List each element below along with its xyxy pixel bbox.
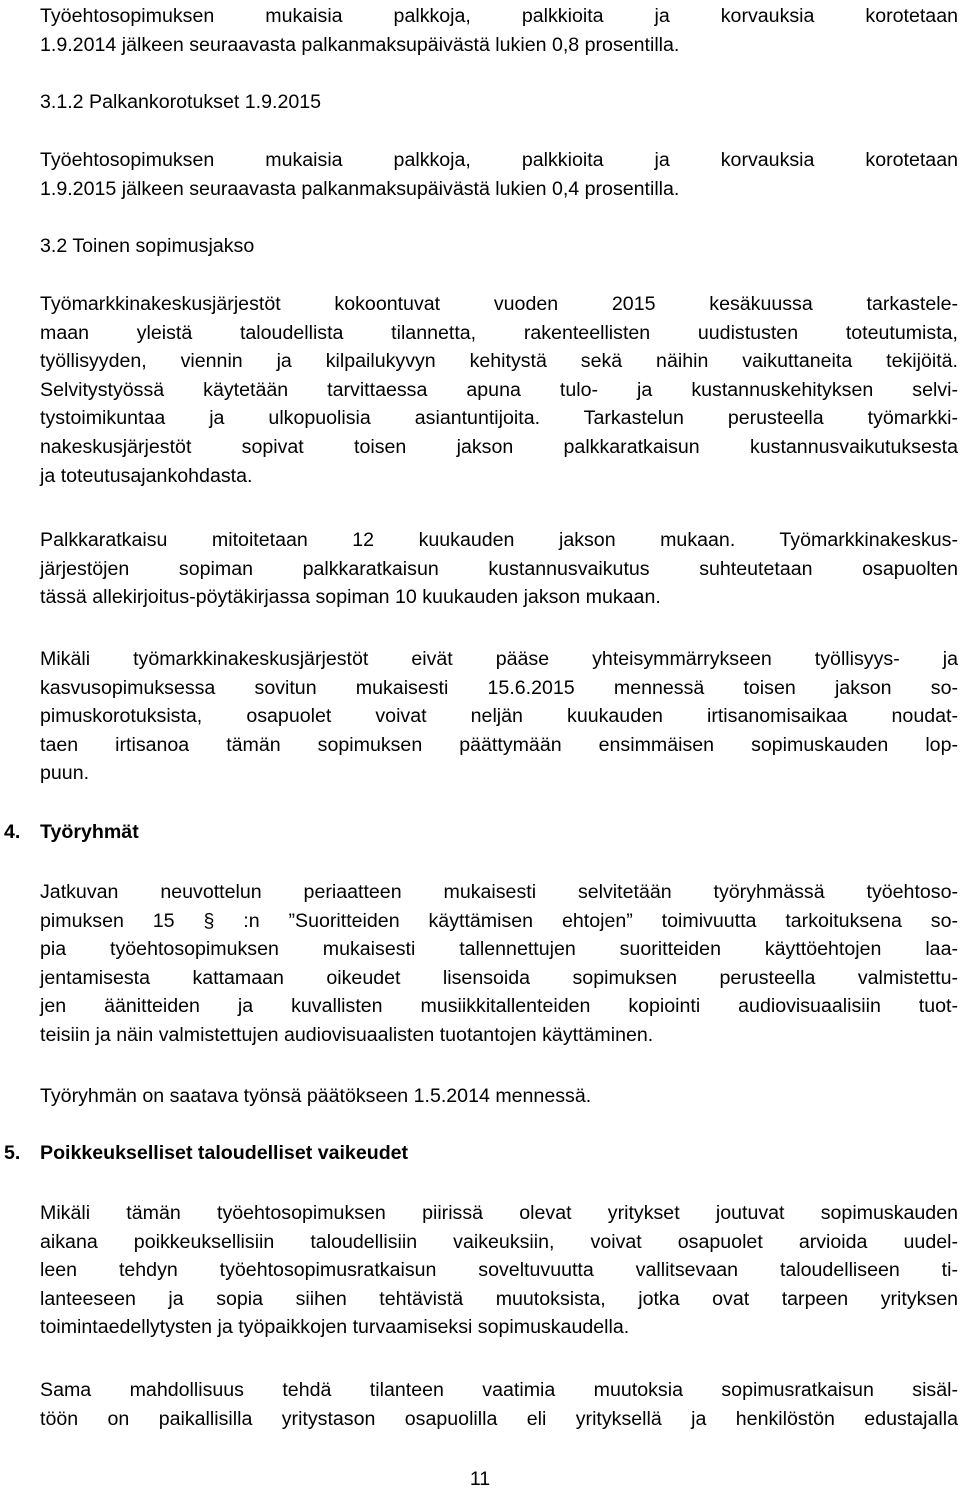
paragraph-local-parties xyxy=(40,1376,958,1433)
text-line: pia työehtosopimuksen mukaisesti tallennettujen suoritteiden käyttöehtojen laa- xyxy=(40,938,958,961)
text-line: pimuskorotuksista, osapuolet voivat neljän kuukauden irtisanomisaikaa noudat- xyxy=(40,705,958,728)
text-line: järjestöjen sopiman palkkaratkaisun kustannusvaikutus suhteutetaan osapuolten xyxy=(40,557,958,580)
text-line: jentamisesta kattamaan oikeudet lisensoida sopimuksen perusteella valmistettu- xyxy=(40,966,958,989)
section-title-5: Poikkeukselliset taloudelliset vaikeudet xyxy=(40,1142,409,1164)
paragraph-working-group xyxy=(40,878,958,1050)
page-number: 11 xyxy=(469,1468,491,1490)
paragraph-review-2015 xyxy=(40,290,958,490)
text-line: Sama mahdollisuus tehdä tilanteen vaatimia muutoksia sopimusratkaisun sisäl- xyxy=(40,1379,958,1401)
text-line: Jatkuvan neuvottelun periaatteen mukaisesti selvitetään työryhmässä työehtoso- xyxy=(40,881,958,903)
text-line: Työehtosopimuksen mukaisia palkkoja, palkkioita ja korvauksia korotetaan xyxy=(40,149,958,171)
text-line: toimintaedellytysten ja työpaikkojen turvaamiseksi sopimuskaudella. xyxy=(40,1316,630,1339)
paragraph-deadline: Työryhmän on saatava työnsä päätökseen 1.5.2014 mennessä. xyxy=(40,1085,592,1107)
text-line: 1.9.2015 jälkeen seuraavasta palkanmaksupäivästä lukien 0,4 prosentilla. xyxy=(40,177,680,200)
text-line: työllisyyden, viennin ja kilpailukyvyn kehitystä sekä näihin vaikuttaneita tekijöitä. xyxy=(40,350,958,373)
text-line: taen irtisanoa tämän sopimuksen päättymään ensimmäisen sopimuskauden lop- xyxy=(40,733,958,756)
text-line: Selvitystyössä käytetään tarvittaessa apuna tulo- ja kustannuskehityksen selvi- xyxy=(40,378,958,401)
text-line: nakeskusjärjestöt sopivat toisen jakson palkkaratkaisun kustannusvaikutuksesta xyxy=(40,435,958,458)
text-line: aikana poikkeuksellisiin taloudellisiin vaikeuksiin, voivat osapuolet arvioida uudel- xyxy=(40,1230,958,1253)
text-line: Mikäli työmarkkinakeskusjärjestöt eivät pääse yhteisymmärrykseen työllisyys- ja xyxy=(40,648,958,670)
text-line: pimuksen 15 § :n ”Suoritteiden käyttämisen ehtojen” toimivuutta tarkoituksena so- xyxy=(40,909,958,932)
text-line: töön on paikallisilla yritystason osapuolilla eli yrityksellä ja henkilöstön edustajalla xyxy=(40,1407,958,1430)
text-line: kasvusopimuksessa sovitun mukaisesti 15.6.2015 mennessä toisen jakson so- xyxy=(40,676,958,699)
text-line: leen tehdyn työehtosopimusratkaisun soveltuvuutta vallitsevaan taloudelliseen ti- xyxy=(40,1259,958,1282)
section-heading-3-2: 3.2 Toinen sopimusjakso xyxy=(40,235,255,257)
section-number-4: 4. xyxy=(4,821,21,843)
paragraph-raise-2015 xyxy=(40,146,958,203)
paragraph-economic-difficulties xyxy=(40,1199,958,1342)
section-number-5: 5. xyxy=(4,1142,21,1164)
text-line: Työehtosopimuksen mukaisia palkkoja, palkkioita ja korvauksia korotetaan xyxy=(40,5,958,27)
text-line: maan yleistä taloudellista tilannetta, rakenteellisten uudistusten toteutumista, xyxy=(40,321,958,344)
paragraph-raise-2014 xyxy=(40,2,958,59)
text-line: tystoimikuntaa ja ulkopuolisia asiantuntijoita. Tarkastelun perusteella työmarkki- xyxy=(40,407,958,430)
text-line: teisiin ja näin valmistettujen audiovisuaalisten tuotantojen käyttäminen. xyxy=(40,1023,654,1046)
text-line: lanteeseen ja sopia siihen tehtävistä muutoksista, jotka ovat tarpeen yrityksen xyxy=(40,1287,958,1310)
section-heading-3-1-2: 3.1.2 Palkankorotukset 1.9.2015 xyxy=(40,91,322,113)
text-line: puun. xyxy=(40,762,90,785)
text-line: tässä allekirjoitus-pöytäkirjassa sopiman 10 kuukauden jakson mukaan. xyxy=(40,586,661,609)
text-line: Palkkaratkaisu mitoitetaan 12 kuukauden jakson mukaan. Työmarkkinakeskus- xyxy=(40,529,958,551)
text-line: jen äänitteiden ja kuvallisten musiikkitallenteiden kopiointi audiovisuaalisiin tuot- xyxy=(40,995,958,1018)
paragraph-termination xyxy=(40,645,958,788)
paragraph-wage-period xyxy=(40,526,958,612)
text-line: ja toteutusajankohdasta. xyxy=(40,464,253,487)
text-line: Mikäli tämän työehtosopimuksen piirissä olevat yritykset joutuvat sopimuskauden xyxy=(40,1202,958,1224)
text-line: 1.9.2014 jälkeen seuraavasta palkanmaksupäivästä lukien 0,8 prosentilla. xyxy=(40,33,680,56)
text-line: Työmarkkinakeskusjärjestöt kokoontuvat vuoden 2015 kesäkuussa tarkastele- xyxy=(40,293,958,315)
section-title-4: Työryhmät xyxy=(40,821,139,843)
